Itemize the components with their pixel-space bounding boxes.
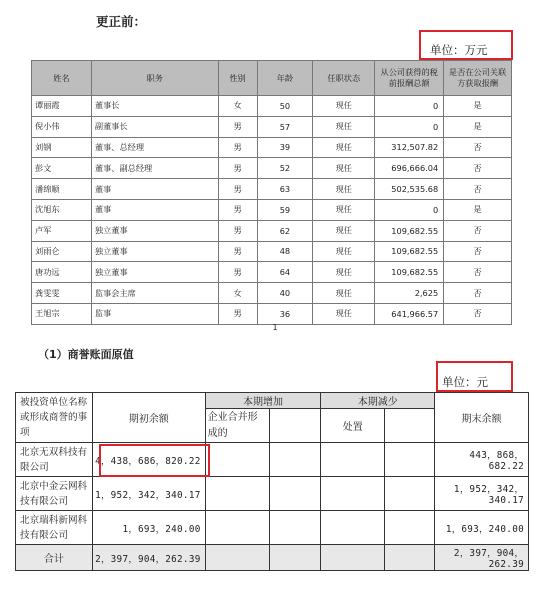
goodwill-total-row (16, 545, 529, 571)
table-cell: 现任 (313, 116, 375, 137)
unit-label: 单位：万元 (430, 43, 488, 57)
table-cell: 男 (218, 220, 257, 241)
empty-cell (385, 477, 435, 511)
total-opening: 2，397，904，262.39 (92, 545, 205, 571)
table-cell: 男 (218, 137, 257, 158)
table-cell: 男 (218, 241, 257, 262)
table-cell: 现任 (313, 241, 375, 262)
table-cell: 唐功远 (32, 262, 92, 283)
empty-cell (321, 511, 385, 545)
table-cell: 0 (375, 96, 444, 117)
table-cell: 109,682.55 (375, 220, 444, 241)
table-cell: 现任 (313, 303, 375, 324)
goodwill-header-row-1 (16, 393, 529, 409)
table-cell: 独立董事 (91, 241, 218, 262)
table-row (32, 96, 512, 117)
table-cell: 男 (218, 179, 257, 200)
table-cell: 696,666.04 (375, 158, 444, 179)
table-cell: 109,682.55 (375, 262, 444, 283)
table-cell: 现任 (313, 179, 375, 200)
opening-balance: 1，693，240.00 (92, 511, 205, 545)
table-cell: 62 (257, 220, 313, 241)
empty-cell (270, 477, 321, 511)
table-row (32, 158, 512, 179)
table-cell: 48 (257, 241, 313, 262)
table-row (32, 220, 512, 241)
table-cell: 502,535.68 (375, 179, 444, 200)
goodwill-row (16, 443, 529, 477)
table-cell: 否 (444, 283, 512, 304)
table-cell: 39 (257, 137, 313, 158)
goodwill-row (16, 511, 529, 545)
header-age: 年龄 (257, 61, 313, 96)
table-cell: 董事、副总经理 (91, 158, 218, 179)
table-cell: 沈旭东 (32, 199, 92, 220)
empty-cell (385, 511, 435, 545)
empty-cell (205, 511, 270, 545)
table-row (32, 137, 512, 158)
table-cell: 2,625 (375, 283, 444, 304)
table-cell: 董事长 (91, 96, 218, 117)
table-cell: 否 (444, 241, 512, 262)
table-cell: 57 (257, 116, 313, 137)
table-cell: 董事 (91, 179, 218, 200)
table-cell: 40 (257, 283, 313, 304)
table-cell: 否 (444, 158, 512, 179)
table-cell: 董事 (91, 199, 218, 220)
section-heading: 更正前： (96, 14, 147, 29)
table-row (32, 199, 512, 220)
table-cell: 312,507.82 (375, 137, 444, 158)
table-row (32, 241, 512, 262)
table-cell: 副董事长 (91, 116, 218, 137)
table-row (32, 262, 512, 283)
compensation-table (31, 60, 512, 325)
table-cell: 王旭宗 (32, 303, 92, 324)
empty-cell (321, 443, 385, 477)
table-cell: 监事会主席 (91, 283, 218, 304)
table-cell: 0 (375, 116, 444, 137)
table-cell: 潘绵顺 (32, 179, 92, 200)
table-cell: 现任 (313, 96, 375, 117)
table-cell: 彭文 (32, 158, 92, 179)
table-row (32, 303, 512, 324)
unit-label-2: 单位：元 (442, 375, 488, 389)
table-cell: 否 (444, 179, 512, 200)
header-name: 姓名 (32, 61, 92, 96)
goodwill-table (15, 392, 529, 571)
table-cell: 64 (257, 262, 313, 283)
table-cell: 刘雨仑 (32, 241, 92, 262)
investee-name: 北京中金云网科技有限公司 (16, 477, 93, 511)
table-cell: 52 (257, 158, 313, 179)
header-current-decrease: 本期减少 (321, 393, 435, 409)
table-cell: 女 (218, 283, 257, 304)
table-row (32, 283, 512, 304)
table-cell: 现任 (313, 283, 375, 304)
header-blank-1 (270, 409, 321, 443)
table-row (32, 179, 512, 200)
table-cell: 倪小伟 (32, 116, 92, 137)
page-number: 1 (272, 323, 278, 332)
table-cell: 龚雯雯 (32, 283, 92, 304)
header-closing-balance: 期末余额 (435, 393, 529, 443)
empty-cell (205, 477, 270, 511)
table-cell: 否 (444, 220, 512, 241)
investee-name: 北京无双科技有限公司 (16, 443, 93, 477)
total-closing: 2，397，904，262.39 (435, 545, 529, 571)
closing-balance: 1，693，240.00 (435, 511, 529, 545)
table-cell: 63 (257, 179, 313, 200)
table-cell: 现任 (313, 220, 375, 241)
empty-cell (270, 511, 321, 545)
opening-balance: 4，438，686，820.22 (92, 443, 205, 477)
table-cell: 男 (218, 158, 257, 179)
opening-balance: 1，952，342，340.17 (92, 477, 205, 511)
table-cell: 独立董事 (91, 262, 218, 283)
subsection-heading: （1）商誉账面原值 (38, 348, 134, 361)
table-cell: 男 (218, 199, 257, 220)
table-cell: 男 (218, 116, 257, 137)
table-row (32, 116, 512, 137)
header-related-party: 是否在公司关联方获取报酬 (444, 61, 512, 96)
table-cell: 现任 (313, 158, 375, 179)
empty-cell (321, 477, 385, 511)
table-cell: 董事、总经理 (91, 137, 218, 158)
header-compensation: 从公司获得的税前报酬总额 (375, 61, 444, 96)
table-cell: 是 (444, 96, 512, 117)
table-cell: 刘钢 (32, 137, 92, 158)
header-disposal: 处置 (321, 409, 385, 443)
table-cell: 是 (444, 116, 512, 137)
goodwill-row (16, 477, 529, 511)
total-label: 合计 (16, 545, 93, 571)
closing-balance: 443，868，682.22 (435, 443, 529, 477)
table-cell: 50 (257, 96, 313, 117)
header-investee: 被投资单位名称或形成商誉的事项 (16, 393, 93, 443)
table-cell: 是 (444, 199, 512, 220)
table-cell: 109,682.55 (375, 241, 444, 262)
header-status: 任职状态 (313, 61, 375, 96)
empty-cell (270, 443, 321, 477)
table-cell: 现任 (313, 137, 375, 158)
table-cell: 59 (257, 199, 313, 220)
closing-balance: 1，952，342，340.17 (435, 477, 529, 511)
table-cell: 独立董事 (91, 220, 218, 241)
header-gender: 性别 (218, 61, 257, 96)
header-blank-2 (385, 409, 435, 443)
table-header-row (32, 61, 512, 96)
table-cell: 0 (375, 199, 444, 220)
table-cell: 否 (444, 303, 512, 324)
table-cell: 现任 (313, 199, 375, 220)
highlight-box-opening-balance (99, 444, 210, 477)
table-cell: 男 (218, 262, 257, 283)
investee-name: 北京瑞科新网科技有限公司 (16, 511, 93, 545)
table-cell: 现任 (313, 262, 375, 283)
table-cell: 否 (444, 137, 512, 158)
table-cell: 36 (257, 303, 313, 324)
table-cell: 男 (218, 303, 257, 324)
table-cell: 谭丽霞 (32, 96, 92, 117)
table-cell: 否 (444, 262, 512, 283)
table-cell: 监事 (91, 303, 218, 324)
header-business-combination: 企业合并形成的 (205, 409, 270, 443)
header-current-increase: 本期增加 (205, 393, 321, 409)
table-cell: 卢军 (32, 220, 92, 241)
table-cell: 女 (218, 96, 257, 117)
table-cell: 641,966.57 (375, 303, 444, 324)
empty-cell (205, 443, 270, 477)
empty-cell (385, 443, 435, 477)
header-position: 职务 (91, 61, 218, 96)
header-opening-balance: 期初余额 (92, 393, 205, 443)
